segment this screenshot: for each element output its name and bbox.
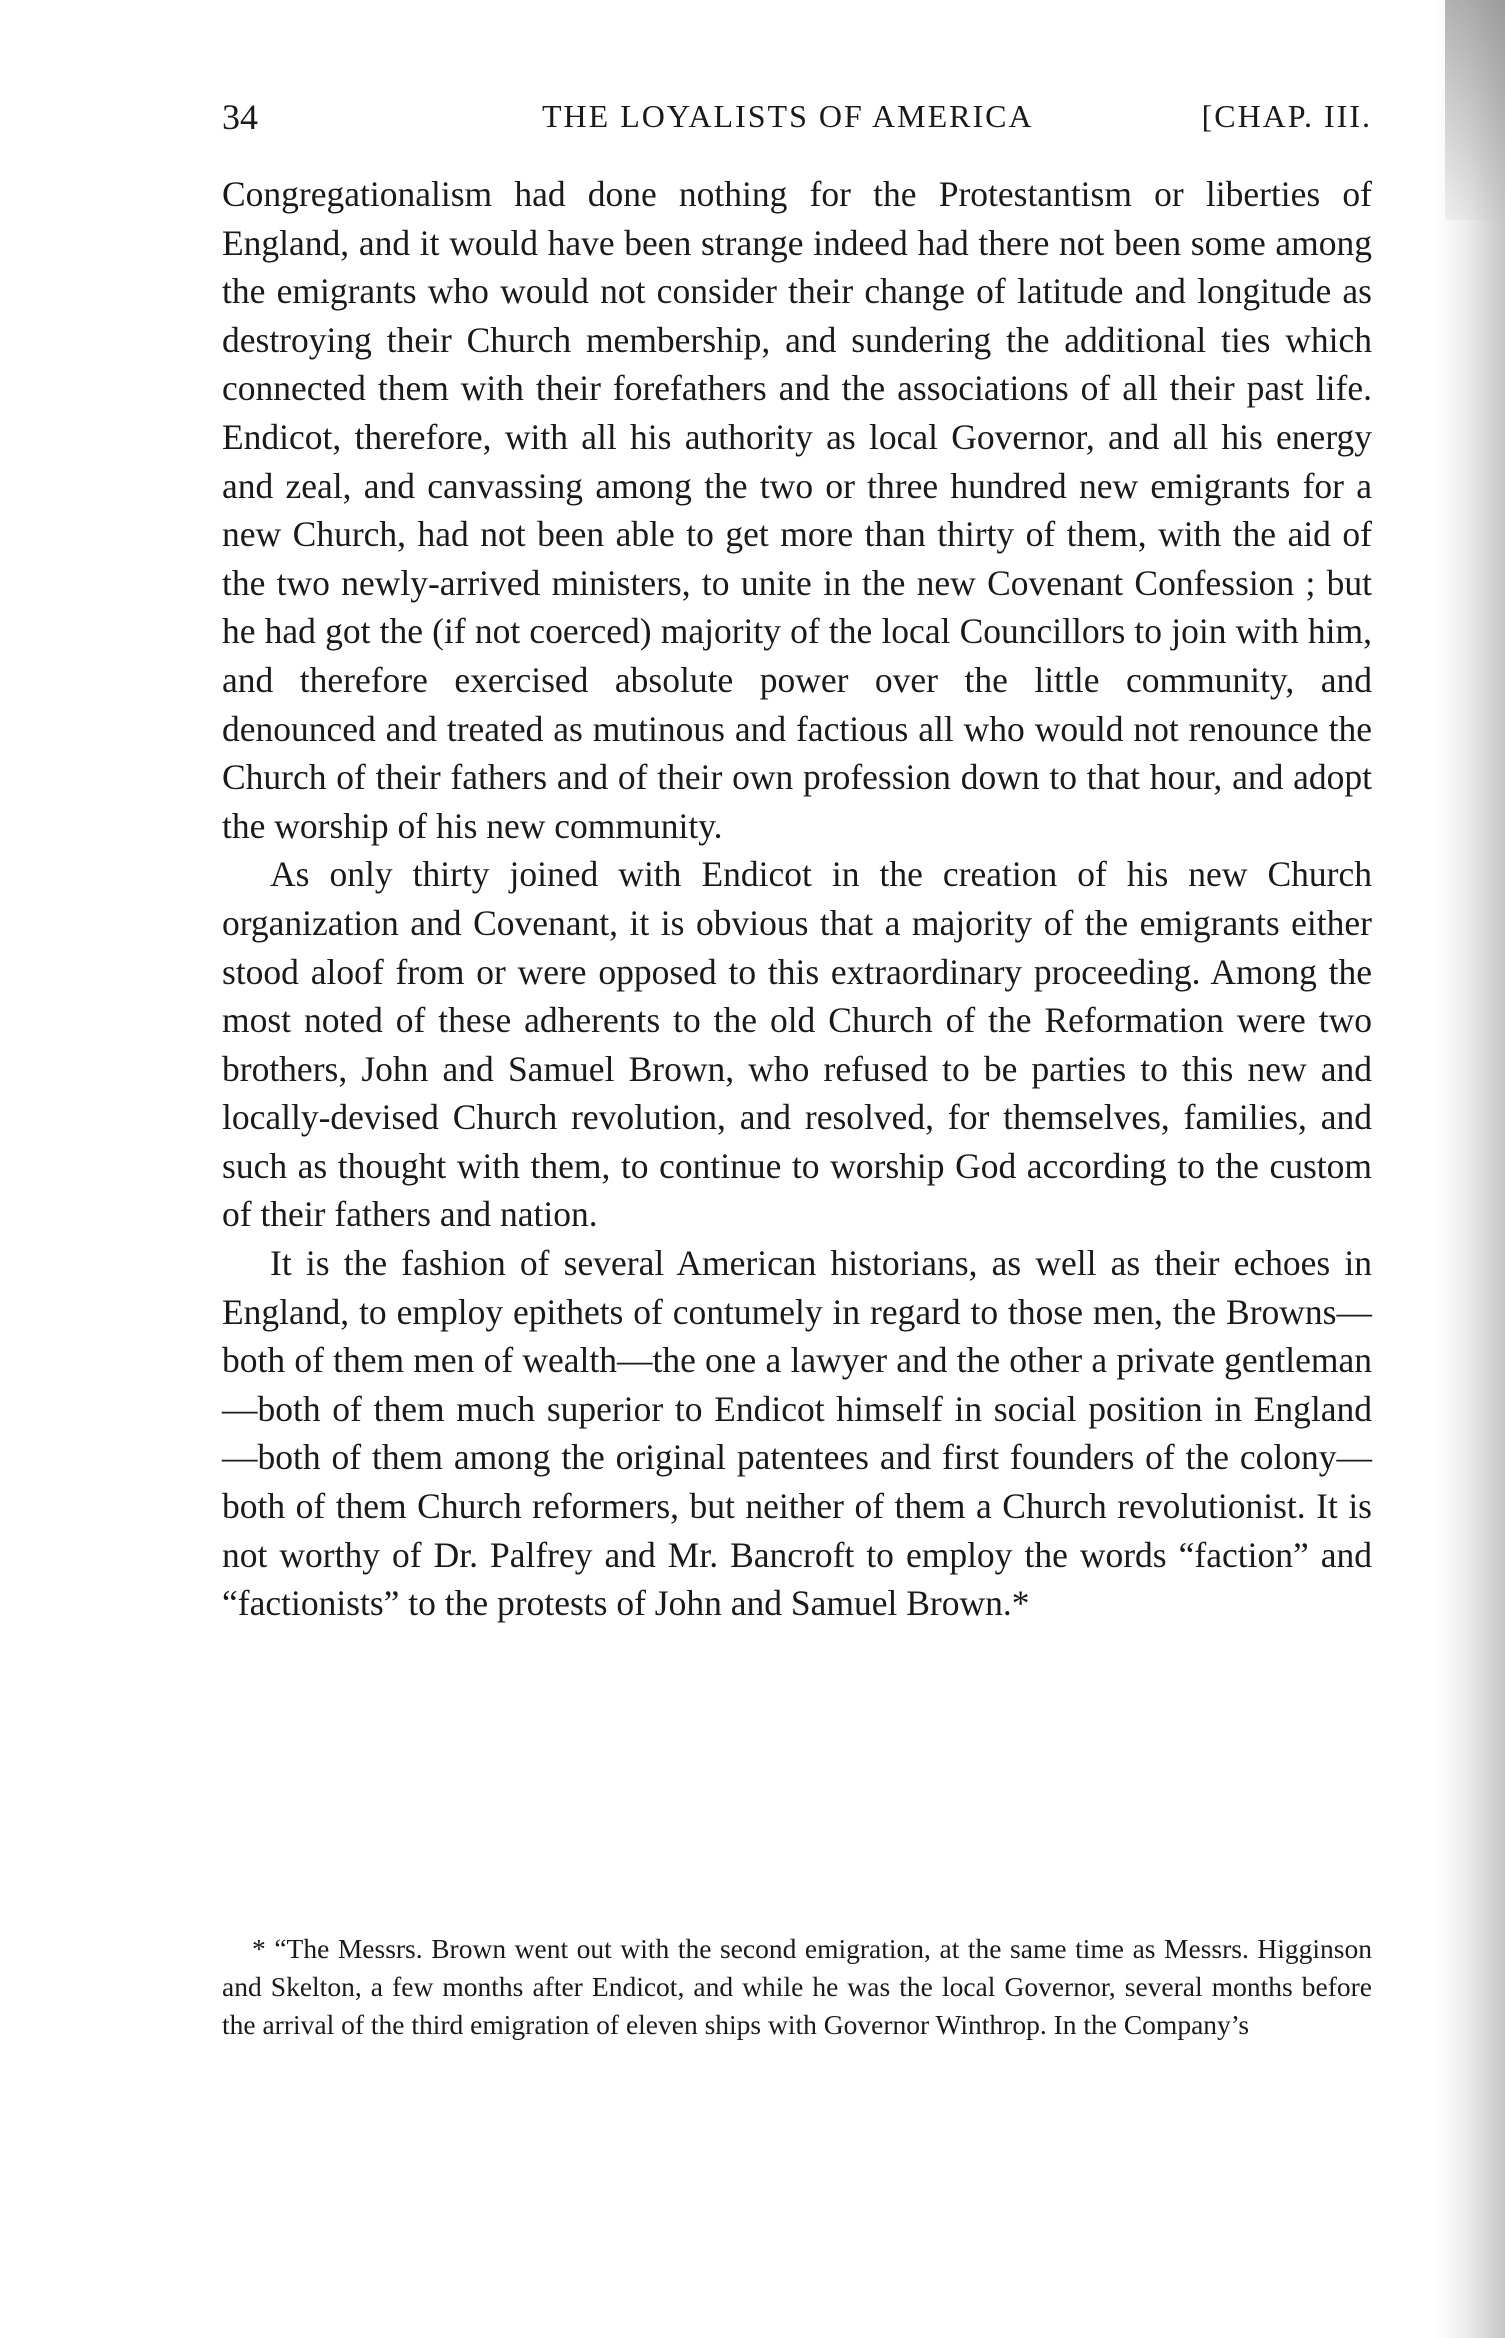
page-corner-shadow xyxy=(1445,0,1505,220)
chapter-marker: [CHAP. III. xyxy=(1201,98,1372,134)
page-number: 34 xyxy=(222,97,258,137)
paragraph-2: As only thirty joined with Endicot in the creation of his new Church organization and Covenant, it is obvious that a majority of the emigrants either stood aloof from or were opposed to this extraordinary proceeding. Among the most noted of these adherents to the old Church of the Reformation were two brothers, John and Samuel Brown, who refused to be parties to this new and locally-devised Church revolution, and resolved, for themselves, families, and such as thought with them, to continue to worship God according to the custom of their fathers and nation. xyxy=(222,854,1372,1235)
running-header xyxy=(222,96,1372,146)
paragraph-1: Congregationalism had done nothing for the Protestantism or liberties of England, and it would have been strange indeed had there not been some among the emigrants who would not consider their change of latitude and longitude as destroying their Church membership, and sundering the additional ties which connected them with their forefathers and the associations of all their past life. Endicot, therefore, with all his authority as local Governor, and all his energy and zeal, and canvassing among the two or three hundred new emigrants for a new Church, had not been able to get more than thirty of them, with the aid of the two newly-arrived ministers, to unite in the new Covenant Confession ; but he had got the (if not coerced) majority of the local Councillors to join with him, and therefore exercised absolute power over the little community, and denounced and treated as mutinous and factious all who would not renounce the Church of their fathers and of their own profession down to that hour, and adopt the worship of his new community. xyxy=(222,174,1372,846)
paragraph-3: It is the fashion of several American historians, as well as their echoes in England, to employ epithets of contumely in regard to those men, the Browns—both of them men of wealth—the one a lawyer and the other a private gentleman—both of them much superior to Endicot himself in social position in England—both of them among the original patentees and first founders of the colony—both of them Church reformers, but neither of them a Church revolutionist. It is not worthy of Dr. Palfrey and Mr. Bancroft to employ the words “faction” and “factionists” to the protests of John and Samuel Brown.* xyxy=(222,1243,1372,1624)
footnote xyxy=(222,1930,1372,2044)
page-edge-shadow xyxy=(1435,0,1505,2338)
running-title: THE LOYALISTS OF AMERICA xyxy=(542,98,1034,134)
body-text xyxy=(222,170,1372,1628)
footnote-text: * “The Messrs. Brown went out with the second emigration, at the same time as Messrs. Higginson and Skelton, a few months after Endicot, and while he was the local Governor, several months before the arrival of the third emigration of eleven ships with Governor Winthrop. In the Company’s xyxy=(222,1933,1372,2040)
